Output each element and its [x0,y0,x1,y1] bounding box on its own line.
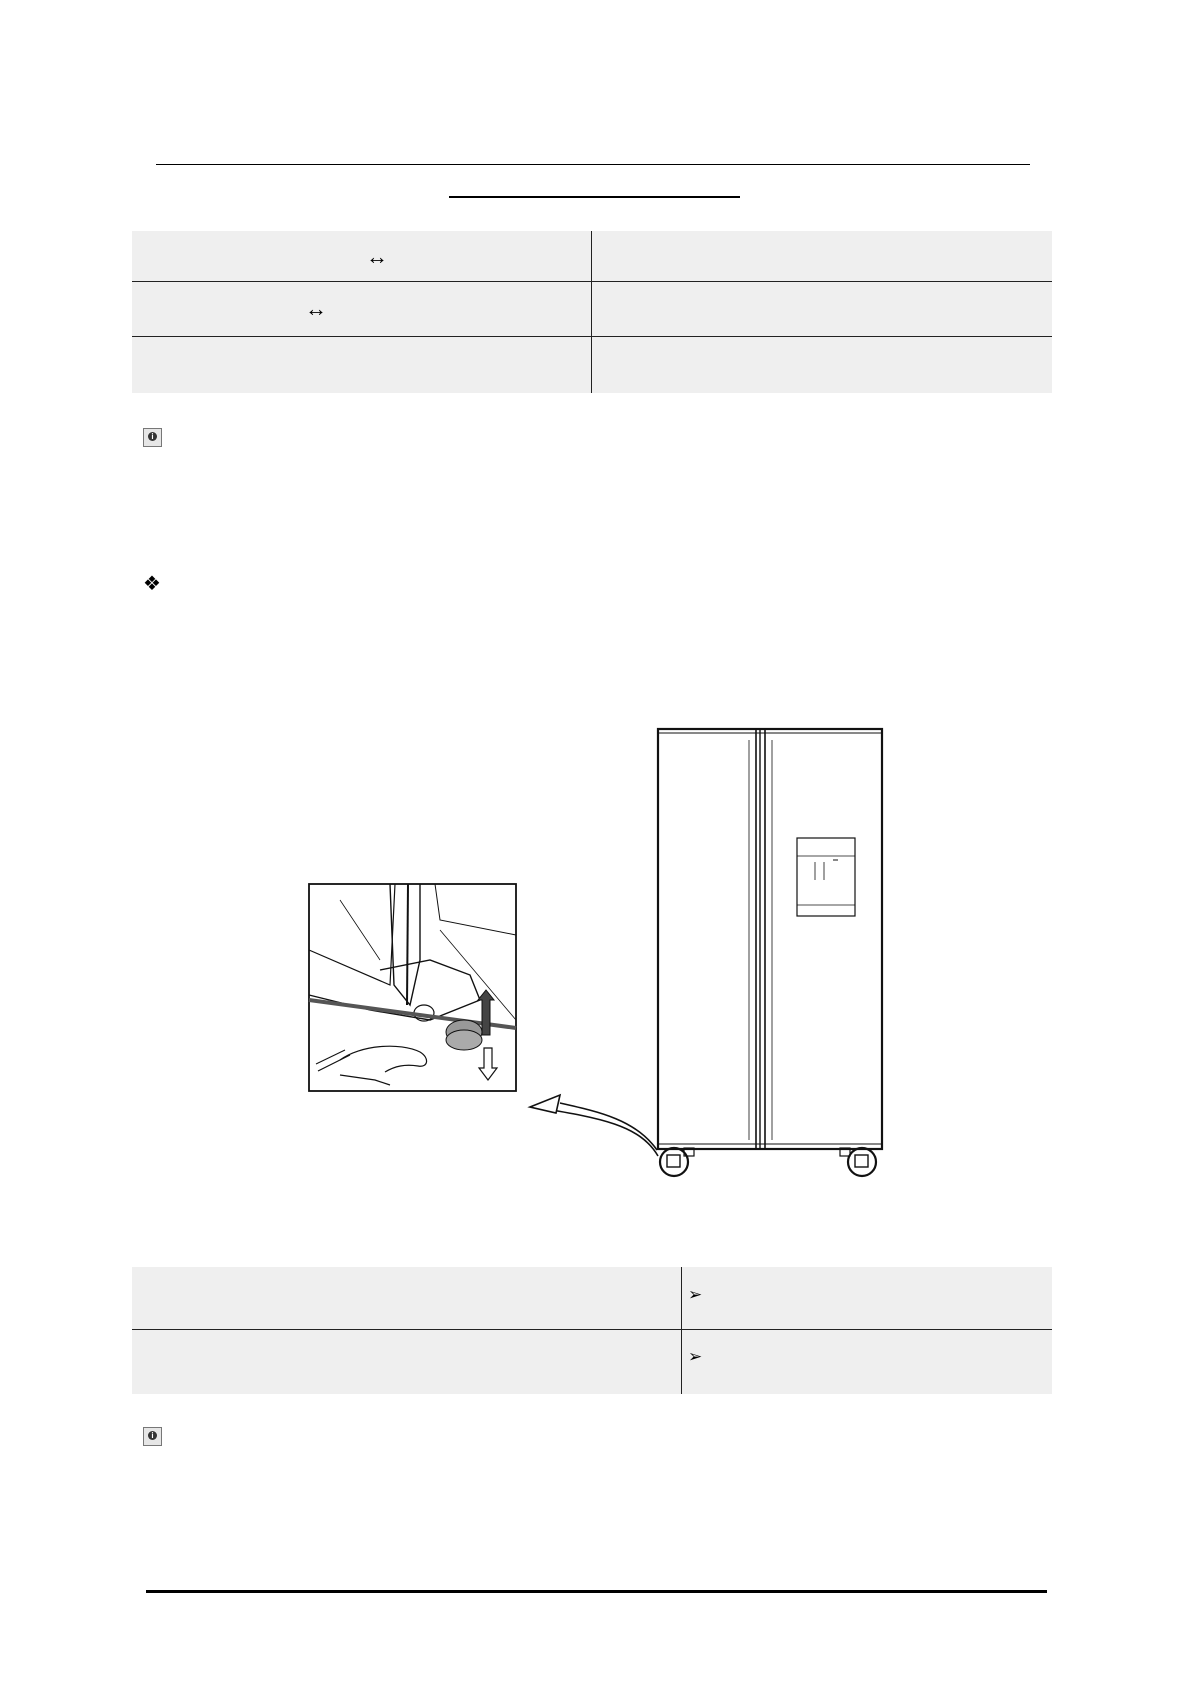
diamond-bullet-icon: ❖ [143,573,161,595]
double-arrow-icon: ↔ [366,244,388,269]
spec-table-2 [132,1267,1052,1394]
info-icon: i [143,428,162,447]
arrow-bullet-icon: ➢ [688,1285,703,1304]
footer-rule [146,1590,1047,1593]
info-icon: i [143,1427,162,1446]
arrow-bullet-icon: ➢ [688,1347,703,1366]
double-arrow-icon: ↔ [305,296,327,321]
